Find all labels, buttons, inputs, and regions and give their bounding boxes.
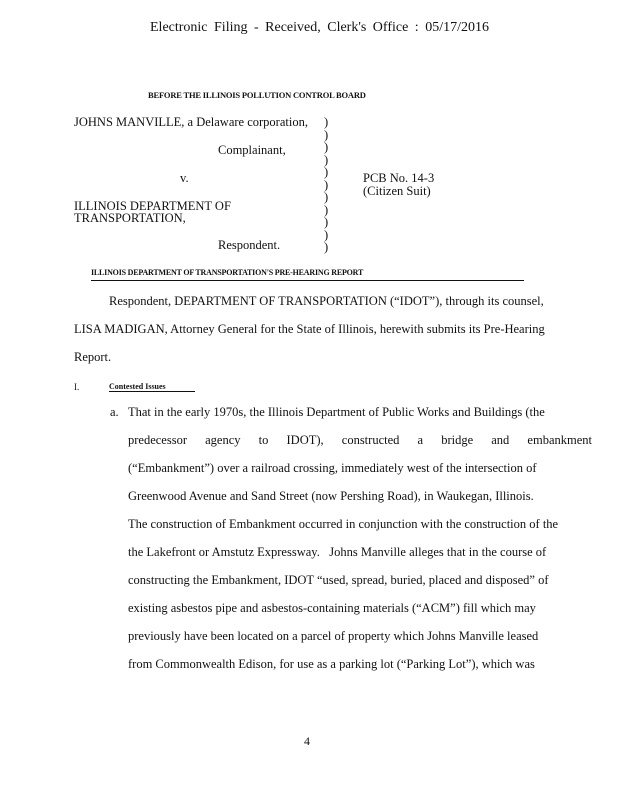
page-number: 4 (304, 734, 310, 748)
item-line: Greenwood Avenue and Sand Street (now Pershing Road), in Waukegan, Illinois. (128, 489, 534, 503)
report-title-underline (91, 280, 524, 281)
complainant-label: Complainant, (218, 143, 286, 157)
intro-line-3: Report. (74, 350, 112, 364)
item-line: That in the early 1970s, the Illinois Department of Public Works and Buildings (the (128, 405, 545, 419)
section-title-underline (109, 391, 195, 392)
intro-line-1: Respondent, DEPARTMENT OF TRANSPORTATION (“IDOT”), through its counsel, (109, 294, 544, 308)
item-line: predecessor agency to IDOT), constructed a bridge and embankment (128, 433, 592, 447)
section-title: Contested Issues (109, 382, 166, 391)
respondent-name-line2: TRANSPORTATION, (74, 211, 186, 225)
item-label: a. (110, 405, 119, 419)
respondent-name-line1: ILLINOIS DEPARTMENT OF (74, 199, 231, 213)
item-line: constructing the Embankment, IDOT “used, spread, buried, placed and disposed” of (128, 573, 549, 587)
section-number: I. (74, 382, 80, 392)
report-title: ILLINOIS DEPARTMENT OF TRANSPORTATION'S PRE-HEARING REPORT (91, 268, 364, 277)
versus-label: v. (180, 171, 189, 185)
item-line: from Commonwealth Edison, for use as a parking lot (“Parking Lot”), which was (128, 657, 535, 671)
case-number: PCB No. 14-3 (363, 171, 435, 185)
intro-line-2: LISA MADIGAN, Attorney General for the State of Illinois, herewith submits its Pre-Hearing (74, 322, 545, 336)
filing-stamp-header: Electronic Filing - Received, Clerk's Office : 05/17/2016 (150, 20, 489, 35)
item-line: The construction of Embankment occurred in conjunction with the construction of the (128, 517, 559, 531)
item-line: (“Embankment”) over a railroad crossing, immediately west of the intersection of (128, 461, 537, 475)
caption-parenthesis-column: ) ) ) ) ) ) ) ) ) ) ) (324, 115, 329, 254)
item-line: the Lakefront or Amstutz Expressway. Johns Manville alleges that in the course of (128, 545, 547, 559)
item-line: previously have been located on a parcel of property which Johns Manville leased (128, 629, 539, 643)
case-type: (Citizen Suit) (363, 184, 431, 198)
item-line: existing asbestos pipe and asbestos-containing materials (“ACM”) fill which may (128, 601, 536, 615)
tribunal-heading: BEFORE THE ILLINOIS POLLUTION CONTROL BOARD (148, 90, 366, 100)
respondent-label: Respondent. (218, 238, 281, 252)
complainant-name: JOHNS MANVILLE, a Delaware corporation, (74, 115, 308, 129)
